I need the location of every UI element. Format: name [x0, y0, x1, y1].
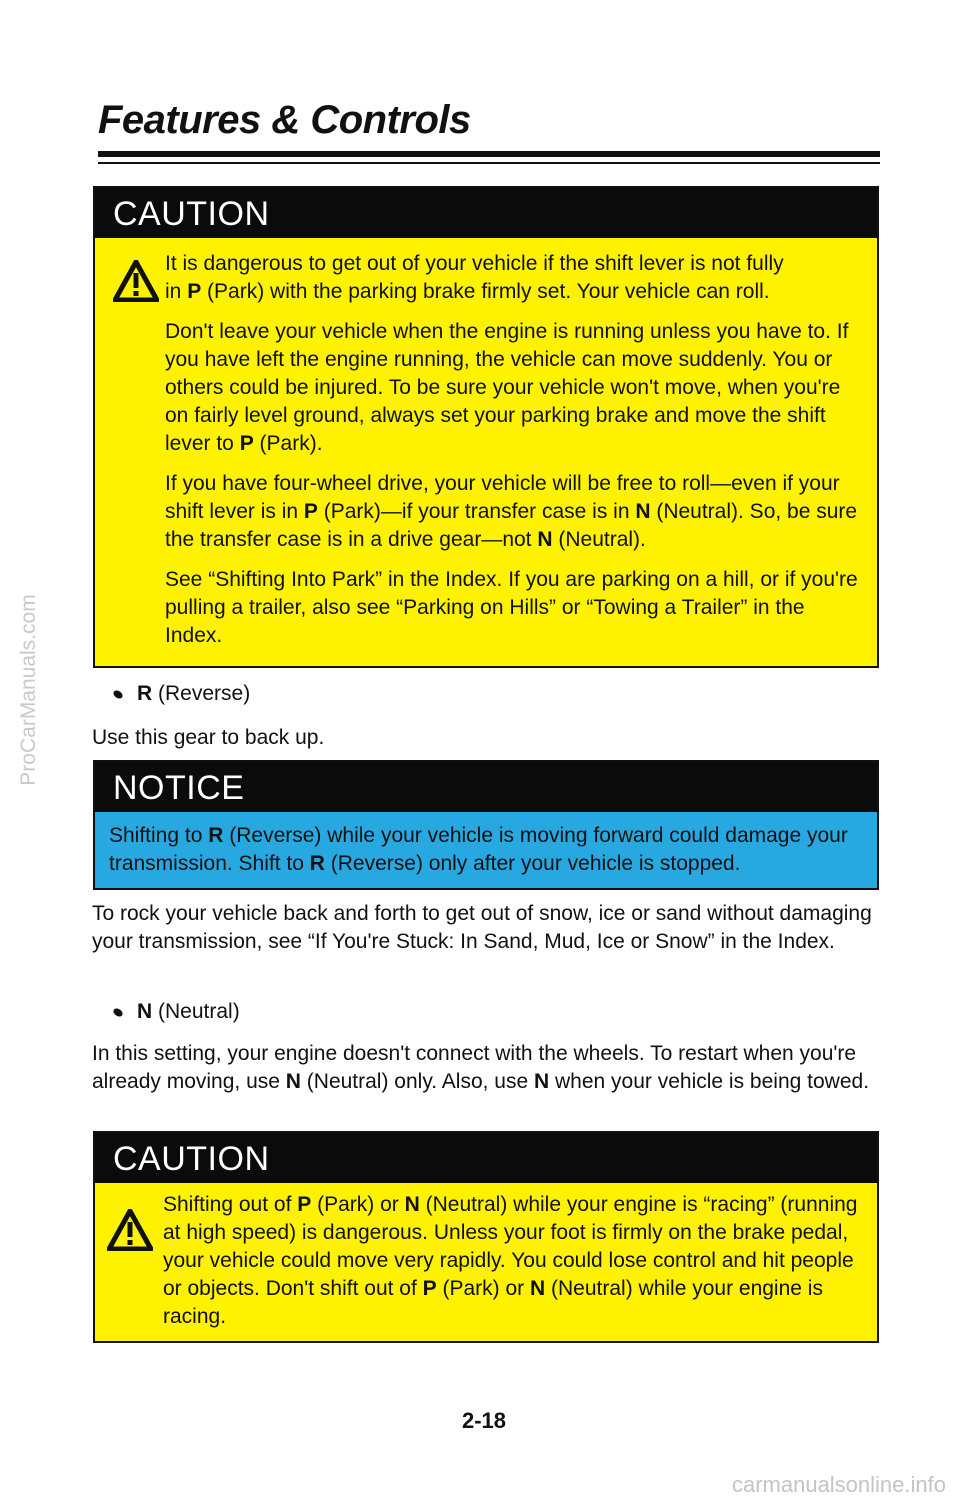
watermark-side: ProCarManuals.com: [17, 594, 40, 786]
page-number: 2-18: [462, 1408, 507, 1433]
page-title: Features & Controls: [98, 98, 471, 142]
caution-heading: CAUTION: [95, 1133, 877, 1183]
caution-text-4: See “Shifting Into Park” in the Index. If you are parking on a hill, or if you're pulling a trailer, also see “Parking on Hills” or “Towing a Trailer” in the Index.: [165, 568, 858, 647]
notice-body: [95, 812, 877, 888]
notice-text: Shifting to R (Reverse) while your vehicle is moving forward could damage your transmission. Shift to R (Reverse) only after your vehicle is stopped.: [109, 824, 848, 875]
caution-heading: CAUTION: [95, 188, 877, 238]
caution-text-3: If you have four-wheel drive, your vehicle will be free to roll—even if your shift lever is in P (Park)—if your transfer case is in N (Neutral). So, be sure the transfer case is in a drive gear—not N (Neutral).: [165, 472, 858, 551]
caution-text: Shifting out of P (Park) or N (Neutral) while your engine is “racing” (running at high speed) is dangerous. Unless your foot is firmly on the brake pedal, your vehicle could move very rapidly. You could lose control and hit people or objects. Don't shift out of P (Park) or N (Neutral) while your engine is racing.: [163, 1193, 858, 1328]
reverse-text: Use this gear to back up.: [92, 726, 325, 749]
caution-box-1: [93, 186, 879, 668]
bullet-icon: [112, 1007, 124, 1018]
notice-box: [93, 760, 879, 890]
rock-text: To rock your vehicle back and forth to get out of snow, ice or sand without damaging your transmission, see “If You're Stuck: In Sand, Mud, Ice or Snow” in the Index.: [92, 902, 872, 953]
notice-heading: NOTICE: [95, 762, 877, 812]
bullet-neutral: N (Neutral): [113, 1000, 240, 1024]
caution-text-2: Don't leave your vehicle when the engine is running unless you have to. If you have left the engine running, the vehicle can move suddenly. You or others could be injured. To be sure your vehicle won't move, when you're on fairly level ground, always set your parking brake and move the shift lever to P (Park).: [165, 320, 849, 455]
neutral-text: In this setting, your engine doesn't connect with the wheels. To restart when you're already moving, use N (Neutral) only. Also, use N when your vehicle is being towed.: [92, 1042, 870, 1093]
warning-triangle-icon: [113, 260, 159, 302]
caution-box-2: [93, 1131, 879, 1343]
watermark-bottom: carmanualsonline.info: [731, 1472, 946, 1497]
title-rule-thin: [98, 162, 880, 164]
bullet-reverse: R (Reverse): [113, 682, 250, 706]
warning-triangle-icon: [107, 1209, 153, 1251]
bullet-icon: [112, 689, 124, 700]
caution-body: [95, 1183, 877, 1341]
caution-text-1: It is dangerous to get out of your vehicle if the shift lever is not fully in P (Park) with the parking brake firmly set. Your vehicle can roll.: [165, 252, 784, 303]
caution-body: [95, 238, 877, 666]
title-rule-thick: [98, 151, 880, 157]
